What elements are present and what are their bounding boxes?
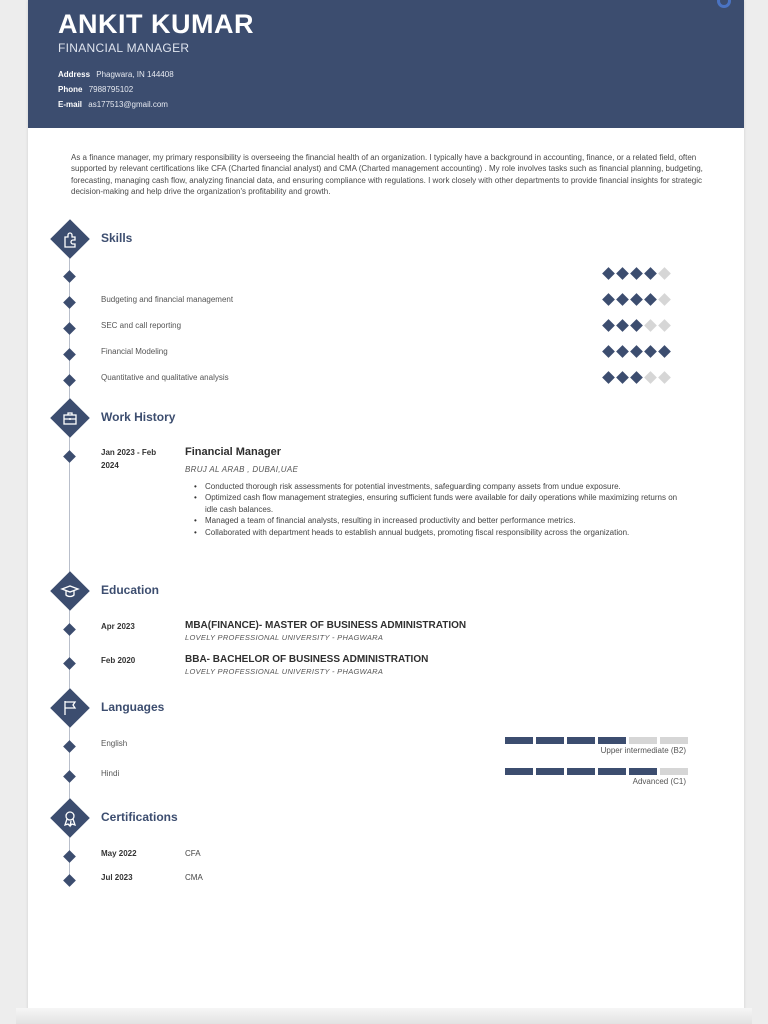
job-employer: BRUJ AL ARAB , DUBAI,UAE	[185, 465, 299, 474]
education-date: Apr 2023	[101, 622, 135, 631]
timeline-bullet	[63, 322, 76, 335]
skill-rating	[604, 373, 670, 382]
certification-name: CMA	[185, 873, 203, 882]
timeline-bullet	[63, 657, 76, 670]
rating-diamond-filled	[616, 345, 629, 358]
job-duties	[196, 481, 691, 538]
flag-icon	[50, 688, 90, 728]
timeline-bullet	[63, 740, 76, 753]
rating-diamond-filled	[644, 267, 657, 280]
professional-summary: As a finance manager, my primary responsibility is overseeing the financial health of an organization. I typically have a background in accounting, finance, or a related field, often supported by relevant certifications like CFA (Charted financial analyst) and CMA (Charted management accounting) . My role involves tasks such as financial planning, budgeting, forecasting, managing cash flow, analyzing financial data, and ensuring compliance with regulations. I work closely with other departments to provide financial insights for strategic decision-making and help drive the organization's profitability and growth.	[71, 153, 703, 197]
contact-phone	[58, 85, 133, 94]
rating-diamond-filled	[630, 345, 643, 358]
contact-label: Address	[58, 70, 91, 79]
skill-label: Budgeting and financial management	[101, 295, 234, 304]
rating-diamond-filled	[602, 267, 615, 280]
rating-diamond-filled	[630, 371, 643, 384]
section-title-education: Education	[101, 583, 160, 597]
level-segment-filled	[629, 768, 657, 775]
rating-diamond-empty	[644, 371, 657, 384]
education-school: LOVELY PROFESSIONAL UNIVERISTY - PHAGWARA	[185, 667, 384, 676]
contact-address	[58, 70, 174, 79]
rating-diamond-filled	[602, 345, 615, 358]
job-duty: • Optimized cash flow management strategies, ensuring sufficient funds were available for daily operations while maximizing returns on idle cash balances.	[196, 492, 691, 515]
education-school: LOVELY PROFESSIONAL UNIVERSITY - PHAGWARA	[185, 633, 384, 642]
section-title-languages: Languages	[101, 700, 165, 714]
contact-value: 7988795102	[88, 85, 134, 94]
certification-date: May 2022	[101, 849, 137, 858]
skill-rating	[604, 321, 670, 330]
timeline-bullet	[63, 270, 76, 283]
timeline-bullet	[63, 874, 76, 887]
job-duty: • Conducted thorough risk assessments for potential investments, safeguarding company assets from undue exposure.	[196, 481, 691, 492]
level-segment-filled	[536, 737, 564, 744]
education-degree: MBA(FINANCE)- MASTER OF BUSINESS ADMINISTRATION	[185, 620, 467, 631]
rating-diamond-filled	[630, 267, 643, 280]
contact-value: Phagwara, IN 144408	[96, 70, 174, 79]
rating-diamond-filled	[658, 345, 671, 358]
job-date-start: Jan 2023 - Feb	[101, 448, 157, 457]
skill-label: Quantitative and qualitative analysis	[101, 373, 229, 382]
rating-diamond-empty	[658, 293, 671, 306]
candidate-title: FINANCIAL MANAGER	[58, 41, 190, 55]
briefcase-icon	[50, 398, 90, 438]
section-title-skills: Skills	[101, 231, 133, 245]
rating-diamond-empty	[658, 267, 671, 280]
level-segment-filled	[567, 737, 595, 744]
job-dates	[101, 446, 156, 472]
rating-diamond-empty	[658, 371, 671, 384]
language-level-bar	[505, 768, 688, 775]
rating-diamond-filled	[616, 371, 629, 384]
education-date: Feb 2020	[101, 656, 136, 665]
timeline-bullet	[63, 450, 76, 463]
timeline-bullet	[63, 850, 76, 863]
candidate-name: ANKIT KUMAR	[58, 9, 254, 39]
award-ribbon-icon	[50, 798, 90, 838]
rating-diamond-empty	[644, 319, 657, 332]
graduation-cap-icon	[50, 571, 90, 611]
skill-rating	[604, 347, 670, 356]
rating-diamond-filled	[616, 267, 629, 280]
contact-value: as177513@gmail.com	[88, 100, 168, 109]
skill-rating	[604, 269, 670, 278]
rating-diamond-filled	[616, 319, 629, 332]
language-name: Hindi	[101, 769, 120, 778]
timeline-line	[69, 240, 70, 880]
timeline-bullet	[63, 623, 76, 636]
rating-diamond-filled	[630, 319, 643, 332]
puzzle-icon	[50, 219, 90, 259]
rating-diamond-filled	[644, 293, 657, 306]
level-segment-filled	[505, 737, 533, 744]
contact-label: E-mail	[58, 100, 83, 109]
job-duty: • Collaborated with department heads to establish annual budgets, promoting fiscal responsibility across the organization.	[196, 527, 691, 538]
resume-page	[28, 0, 744, 1010]
page-bottom-edge	[16, 1008, 752, 1024]
timeline-bullet	[63, 348, 76, 361]
contact-email	[58, 100, 168, 109]
job-date-end: 2024	[101, 461, 119, 470]
language-level-bar	[505, 737, 688, 744]
rating-diamond-filled	[644, 345, 657, 358]
education-degree: BBA- BACHELOR OF BUSINESS ADMINISTRATION	[185, 654, 429, 665]
skill-rating	[604, 295, 670, 304]
rating-diamond-filled	[630, 293, 643, 306]
job-title: Financial Manager	[185, 446, 281, 458]
section-title-certifications: Certifications	[101, 810, 178, 824]
language-name: English	[101, 739, 128, 748]
resume-header	[28, 0, 744, 128]
certification-date: Jul 2023	[101, 873, 133, 882]
rating-diamond-filled	[616, 293, 629, 306]
section-title-work-history: Work History	[101, 410, 176, 424]
level-segment-filled	[598, 768, 626, 775]
rating-diamond-filled	[602, 371, 615, 384]
level-segment-empty	[629, 737, 657, 744]
certification-name: CFA	[185, 849, 201, 858]
job-duty: • Managed a team of financial analysts, resulting in increased productivity and better performance metrics.	[196, 515, 691, 526]
contact-label: Phone	[58, 85, 83, 94]
language-level: Upper intermediate (B2)	[600, 746, 686, 755]
level-segment-filled	[536, 768, 564, 775]
language-level: Advanced (C1)	[632, 777, 686, 786]
level-segment-filled	[598, 737, 626, 744]
rating-diamond-empty	[658, 319, 671, 332]
level-segment-empty	[660, 768, 688, 775]
rating-diamond-filled	[602, 293, 615, 306]
level-segment-filled	[505, 768, 533, 775]
timeline-bullet	[63, 374, 76, 387]
timeline-bullet	[63, 296, 76, 309]
skill-label: SEC and call reporting	[101, 321, 182, 330]
skill-label: Financial Modeling	[101, 347, 168, 356]
rating-diamond-filled	[602, 319, 615, 332]
timeline-bullet	[63, 770, 76, 783]
level-segment-filled	[567, 768, 595, 775]
level-segment-empty	[660, 737, 688, 744]
